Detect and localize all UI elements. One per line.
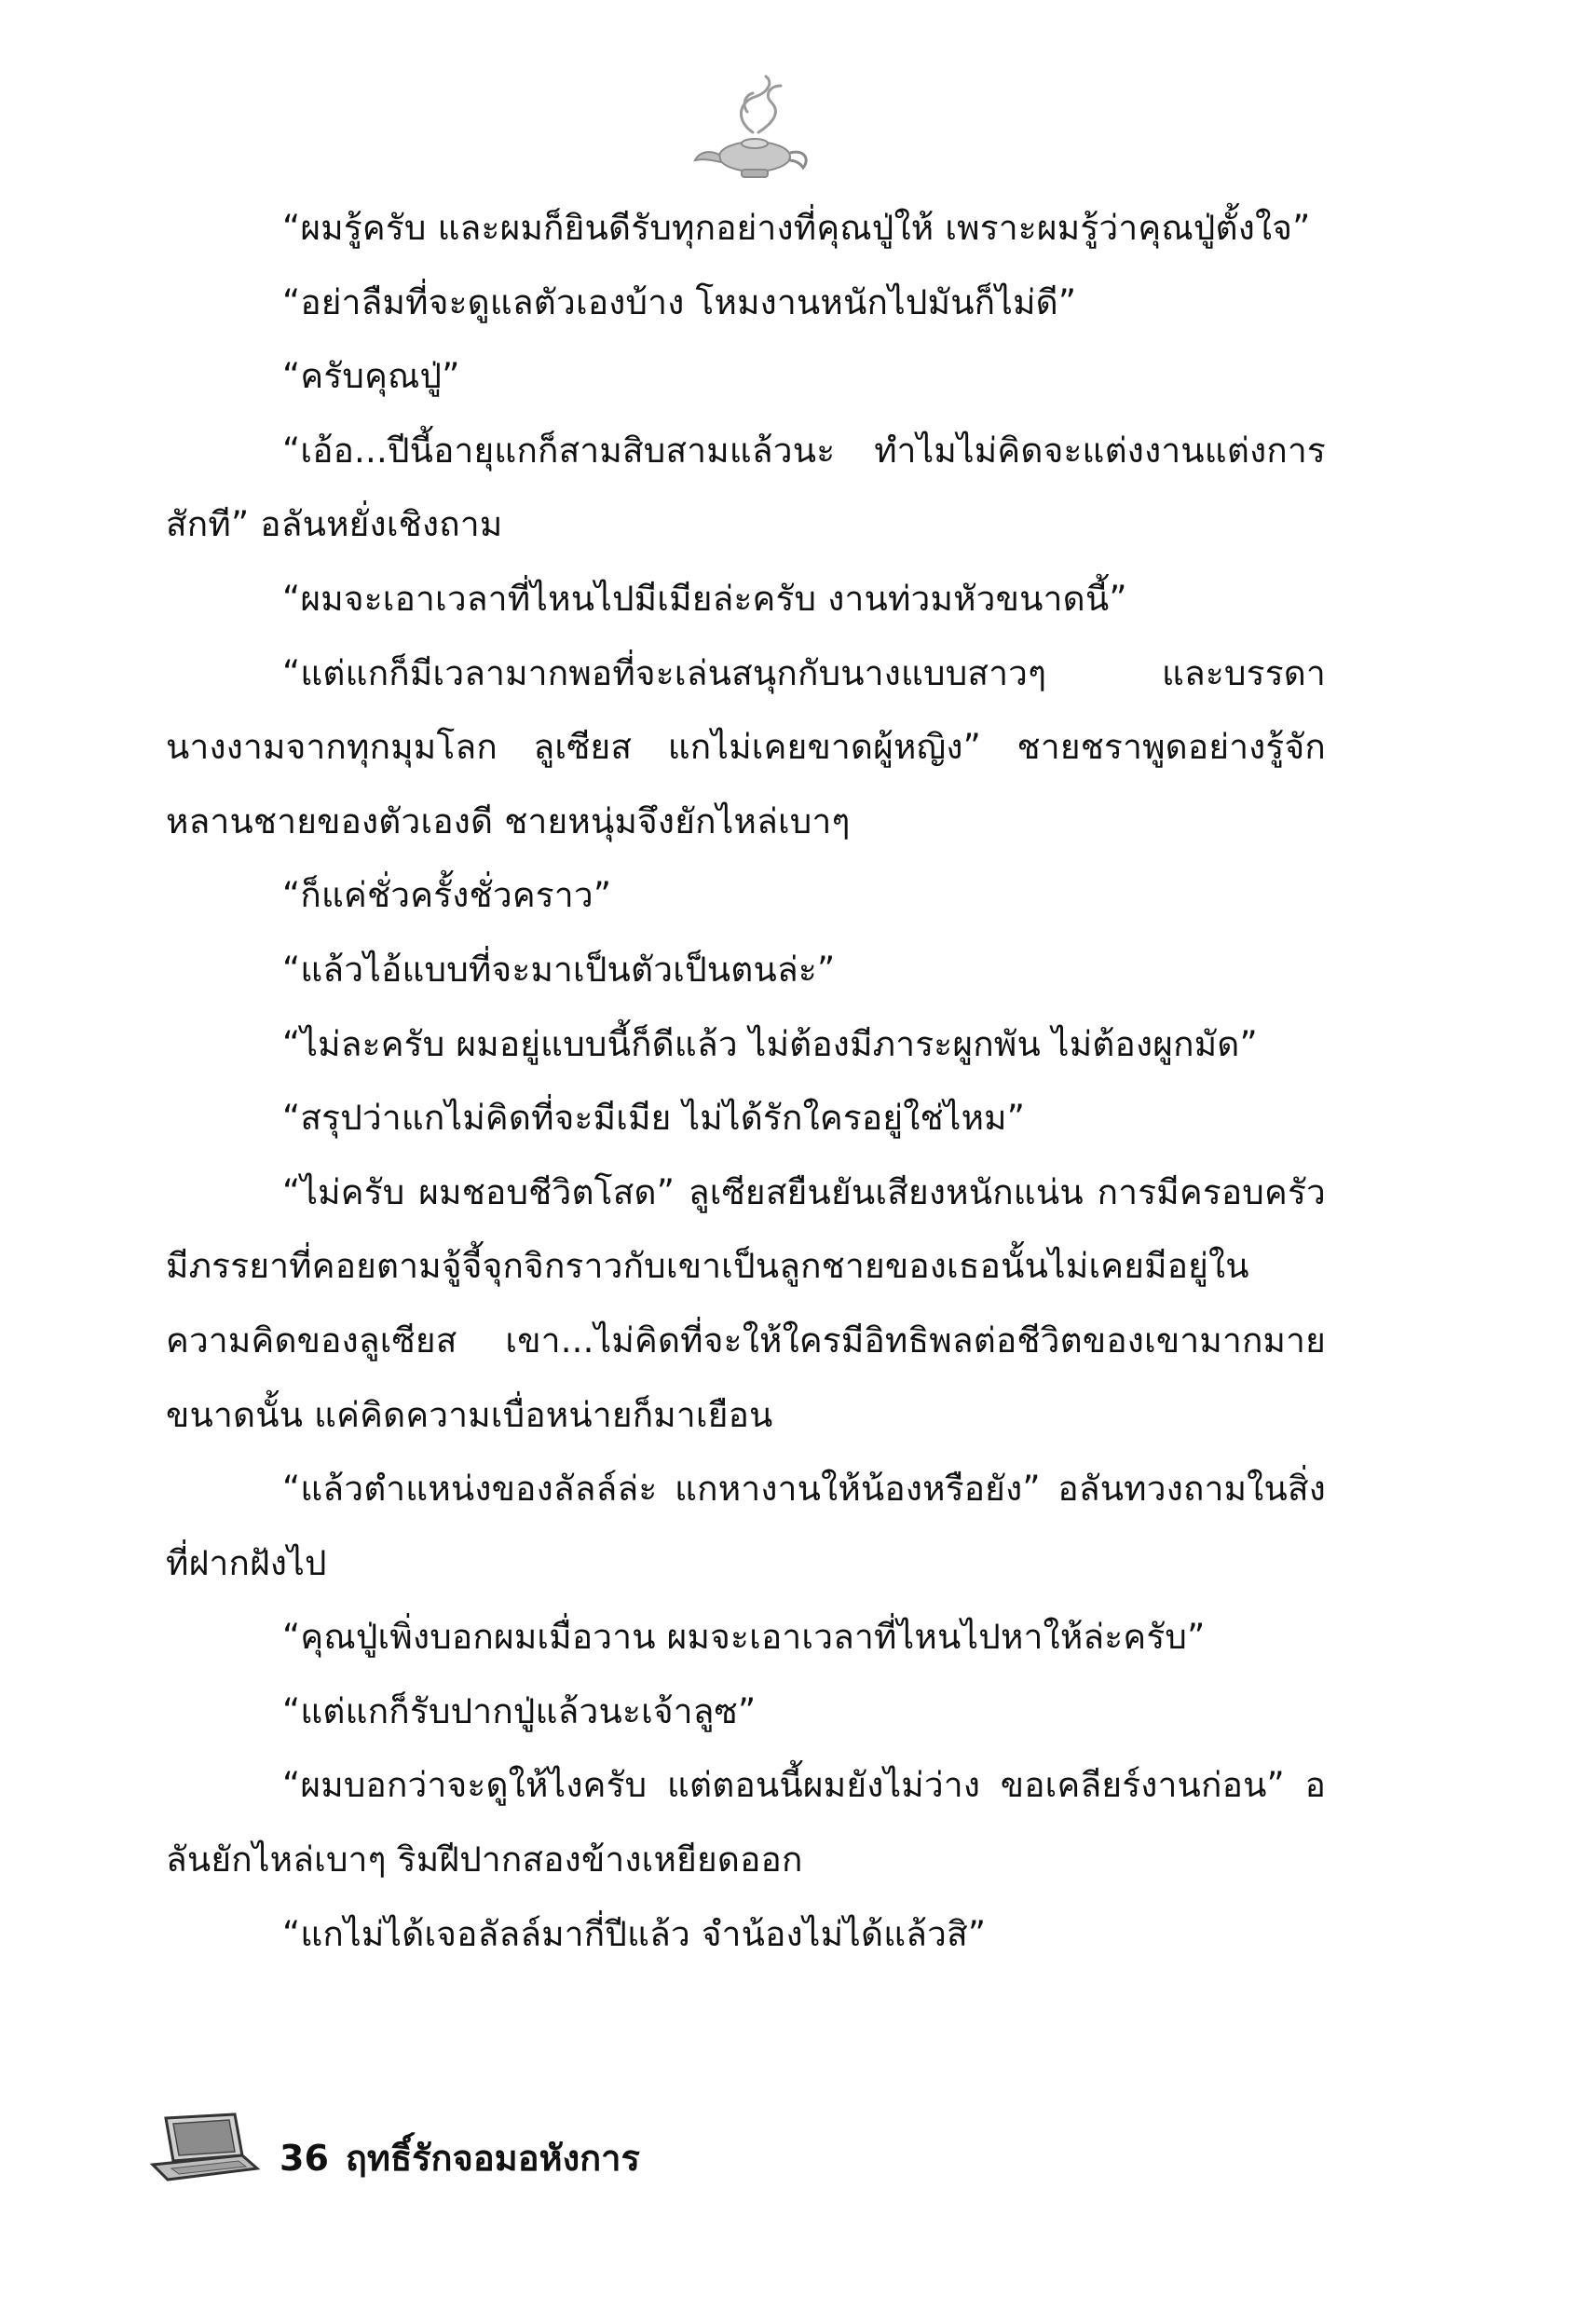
book-title: ฤทธิ์รักจอมอหังการ — [345, 2138, 640, 2179]
paragraph: “ผมจะเอาเวลาที่ไหนไปมีเมียล่ะครับ งานท่วมหัวขนาดนี้” — [282, 578, 1127, 619]
paragraph: “ไม่ครับ ผมชอบชีวิตโสด” ลูเซียสยืนยันเสียงหนักแน่น การมีครอบครัว มีภรรยาที่คอยตามจู้จี้จุกจิกราวกับเขาเป็นลูกชายของเธอนั้นไม่เคยมีอยู่ในความคิดของลูเซียส เขา...ไม่คิดที่จะให้ใครมีอิทธิพลต่อชีวิตของเขามากมายขนาดนั้น แค่คิดความเบื่อหน่ายก็มาเยือน — [166, 1171, 1326, 1435]
paragraph: “อย่าลืมที่จะดูแลตัวเองบ้าง โหมงานหนักไปมันก็ไม่ดี” — [282, 281, 1077, 322]
paragraph: “แล้วตำแหน่งของลัลล์ล่ะ แกหางานให้น้องหรือยัง” อลันทวงถามในสิ่งที่ฝากฝังไป — [166, 1469, 1326, 1583]
page-footer — [149, 2111, 801, 2195]
paragraph: “ผมบอกว่าจะดูให้ไงครับ แต่ตอนนี้ผมยังไม่ว่าง ขอเคลียร์งานก่อน” อลันยักไหล่เบาๆ ริมฝีปากสองข้างเหยียดออก — [166, 1765, 1326, 1880]
paragraph: “สรุปว่าแกไม่คิดที่จะมีเมีย ไม่ได้รักใครอยู่ใช่ไหม” — [282, 1098, 1026, 1139]
paragraph: “แล้วไอ้แบบที่จะมาเป็นตัวเป็นตนล่ะ” — [282, 949, 836, 990]
paragraph: “เอ้อ...ปีนี้อายุแกก็สามสิบสามแล้วนะ ทำไมไม่คิดจะแต่งงานแต่งการสักที” อลันหยั่งเชิงถาม — [166, 430, 1326, 545]
paragraph: “แต่แกก็มีเวลามากพอที่จะเล่นสนุกกับนางแบบสาวๆ และบรรดานางงามจากทุกมุมโลก ลูเซียส แกไม่เคยขาดผู้หญิง” ชายชราพูดอย่างรู้จักหลานชายของตัวเองดี ชายหนุ่มจึงยักไหล่เบาๆ — [166, 652, 1326, 841]
paragraph: “ครับคุณปู่” — [282, 356, 460, 397]
page-body — [166, 191, 1326, 1971]
page-number: 36 — [280, 2138, 329, 2179]
paragraph: “ก็แค่ชั่วครั้งชั่วคราว” — [282, 875, 612, 916]
paragraph: “แกไม่ได้เจอลัลล์มากี่ปีแล้ว จำน้องไม่ได้แล้วสิ” — [282, 1913, 987, 1954]
paragraph: “แต่แกก็รับปากปู่แล้วนะเจ้าลูซ” — [282, 1690, 757, 1731]
paragraph: “คุณปู่เพิ่งบอกผมเมื่อวาน ผมจะเอาเวลาที่ไหนไปหาให้ล่ะครับ” — [282, 1617, 1206, 1658]
paragraph: “ไม่ละครับ ผมอยู่แบบนี้ก็ดีแล้ว ไม่ต้องมีภาระผูกพัน ไม่ต้องผูกมัด” — [282, 1023, 1258, 1064]
genie-lamp-icon — [680, 75, 829, 186]
laptop-icon — [149, 2111, 261, 2185]
paragraph: “ผมรู้ครับ และผมก็ยินดีรับทุกอย่างที่คุณปู่ให้ เพราะผมรู้ว่าคุณปู่ตั้งใจ” — [282, 208, 1311, 248]
footer-caption — [280, 2129, 657, 2186]
